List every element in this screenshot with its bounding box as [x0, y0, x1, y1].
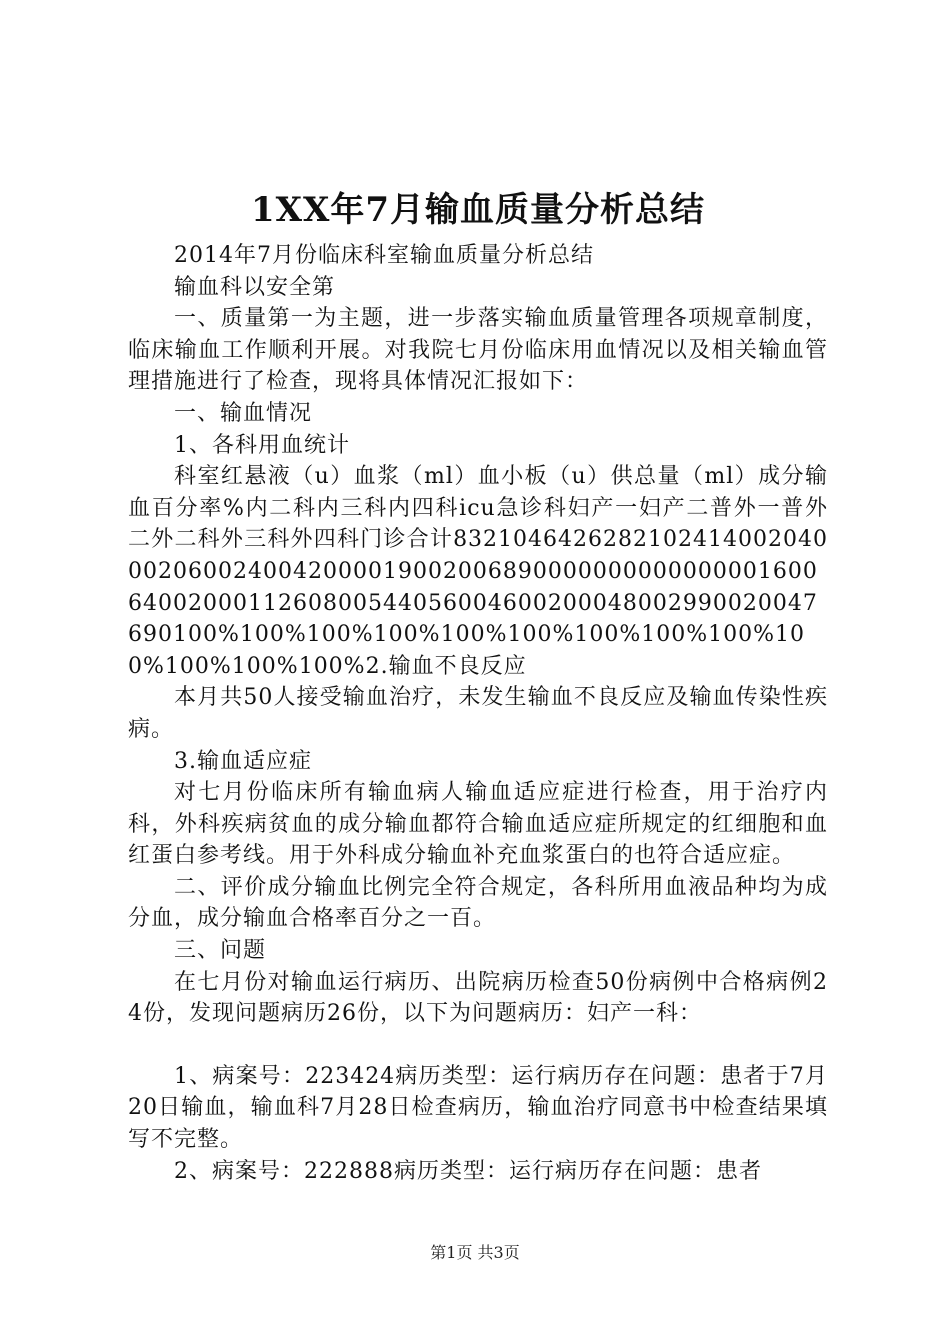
paragraph-adverse-reaction: 本月共50人接受输血治疗，未发生输血不良反应及输血传染性疾病。: [128, 685, 828, 742]
paragraph-indications: 对七月份临床所有输血病人输血适应症进行检查，用于治疗内科，外科疾病贫血的成分输血都符合输血适应症所规定的红细胞和血红蛋白参考线。用于外科成分输血补充血浆蛋白的也符合适应症。: [128, 780, 828, 869]
paragraph-stats-data: 科室红悬液（u）血浆（ml）血小板（u）供总量（ml）成分输血百分率%内二科内三科内四科icu急诊科妇产一妇产二普外一普外二外二科外三科外四科门诊合计8321046426282102414002040002060024004200001900200689000000000000000160064002000112608005440560046002000480029900200476901​00%100%100%100%100%100%100%100%100%100%100%100%100%2.输血不良反应: [128, 464, 828, 679]
paragraph-quality: 一、质量第一为主题，进一步落实输血质量管理各项规章制度，临床输血工作顺利开展。对我院七月份临床用血情况以及相关输血管理措施进行了检查，现将具体情况汇报如下：: [128, 306, 828, 395]
heading-department-stats: 1、各科用血统计: [174, 432, 350, 458]
paragraph-case-2: 2、病案号：222888病历类型：运行病历存在问题：患者: [174, 1158, 762, 1184]
paragraph-intro: 输血科以安全第: [174, 274, 336, 300]
paragraph-subtitle: 2014年7月份临床科室输血质量分析总结: [174, 243, 594, 268]
blank-line: [128, 1030, 828, 1061]
paragraph-problems: 在七月份对输血运行病历、出院病历检查50份病例中合格病例24份，发现问题病历26份，以下为问题病历：妇产一科：: [128, 969, 828, 1027]
document-title: 1XX年7月输血质量分析总结: [250, 190, 706, 230]
paragraph-case-1: 1、病案号：223424病历类型：运行病历存在问题：患者于7月20日输血，输血科7月28日检查病历，输血治疗同意书中检查结果填写不完整。: [128, 1063, 828, 1153]
document-page: [128, 180, 828, 1187]
heading-problems: 三、问题: [174, 938, 267, 964]
paragraph-evaluation: 二、评价成分输血比例完全符合规定，各科所用血液品种均为成分血，成分输血合格率百分之一百。: [128, 874, 828, 932]
heading-blood-transfusion: 一、输血情况: [174, 400, 313, 426]
heading-indications: 3.输血适应症: [174, 748, 312, 774]
page-footer: 第1页 共3页: [430, 1243, 520, 1262]
